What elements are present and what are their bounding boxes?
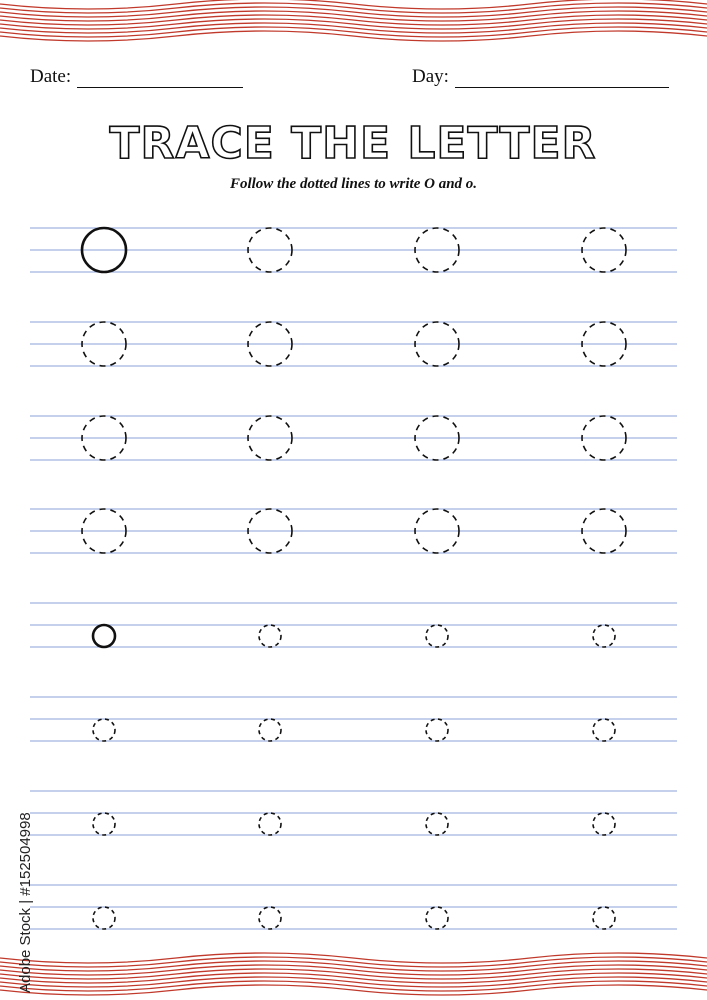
date-label: Date: bbox=[30, 66, 72, 87]
trace-letter-lower-o bbox=[259, 719, 281, 741]
trace-letter-lower-o bbox=[93, 719, 115, 741]
trace-letter-lower-o bbox=[259, 813, 281, 835]
subtitle: Follow the dotted lines to write O and o. bbox=[229, 176, 478, 192]
watermark-text: Adobe Stock | #152504998 bbox=[17, 812, 34, 993]
trace-letter-lower-o bbox=[259, 625, 281, 647]
trace-letter-lower-o bbox=[426, 625, 448, 647]
trace-letter-lower-o bbox=[426, 907, 448, 929]
trace-letter-lower-o bbox=[426, 813, 448, 835]
stock-watermark bbox=[12, 755, 36, 995]
title-text: TRACE THE LETTER bbox=[109, 118, 597, 169]
trace-letter-lower-o bbox=[93, 907, 115, 929]
day-label: Day: bbox=[412, 66, 449, 87]
trace-letter-lower-o bbox=[593, 813, 615, 835]
trace-letter-lower-o bbox=[426, 719, 448, 741]
bottom-wave-border bbox=[0, 952, 707, 1000]
trace-letter-lower-o bbox=[93, 813, 115, 835]
model-letter-lower-o bbox=[93, 625, 115, 647]
trace-letter-lower-o bbox=[593, 719, 615, 741]
trace-letter-lower-o bbox=[593, 625, 615, 647]
trace-letter-lower-o bbox=[593, 907, 615, 929]
trace-letter-lower-o bbox=[259, 907, 281, 929]
